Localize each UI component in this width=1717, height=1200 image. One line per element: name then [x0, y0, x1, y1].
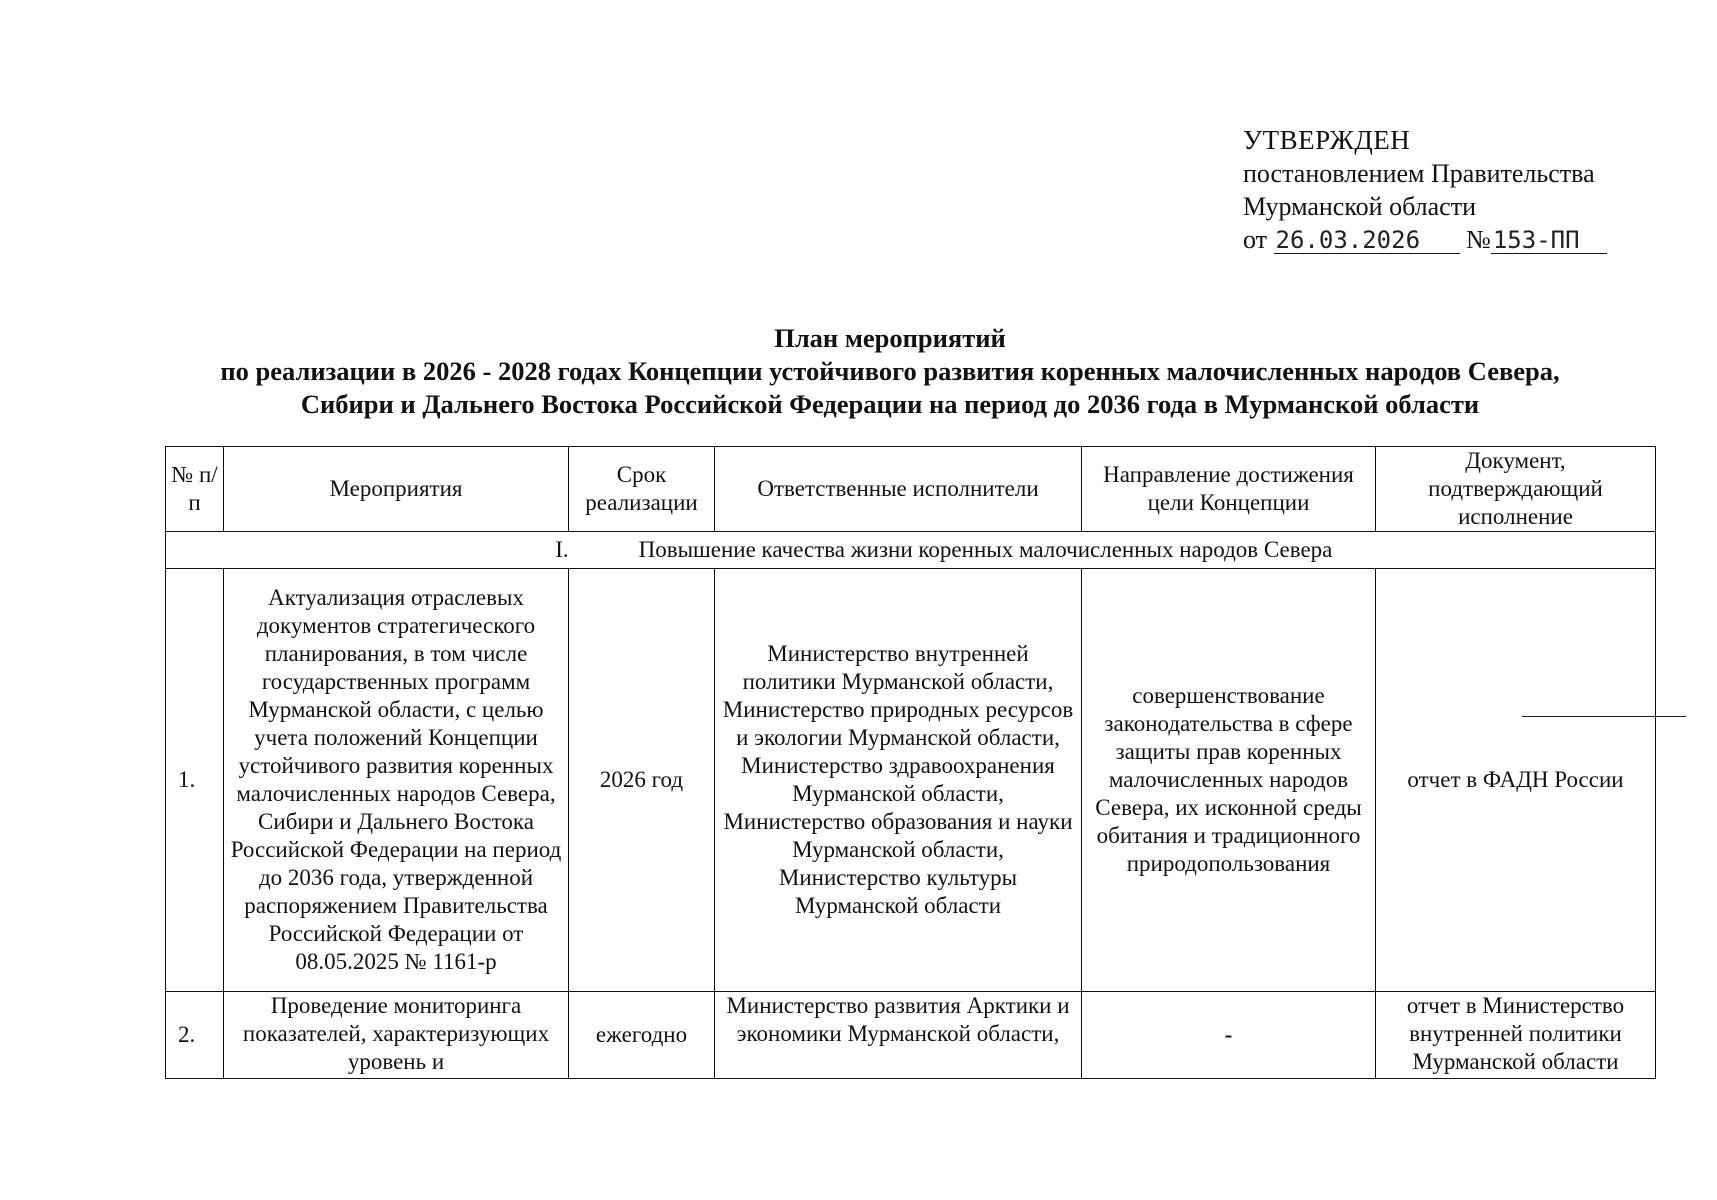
header-term: Срок реализации [569, 447, 715, 532]
row-num: 1. [166, 569, 224, 992]
table-header-row [166, 447, 1656, 532]
title-line-2: по реализации в 2026 - 2028 годах Концепции устойчивого развития коренных малочисленных народов Севера, [220, 356, 1560, 386]
table-row [166, 569, 1656, 992]
header-responsible: Ответственные исполнители [715, 447, 1082, 532]
header-direction: Направление достижения цели Концепции [1082, 447, 1376, 532]
approval-date: 26.03.2026 [1274, 227, 1460, 254]
number-prefix: № [1466, 225, 1491, 254]
header-activity: Мероприятия [224, 447, 569, 532]
row-activity: Проведение мониторинга показателей, характеризующих уровень и [224, 992, 569, 1079]
row-document: отчет в Министерство внутренней политики Мурманской области [1376, 992, 1656, 1079]
title-line-3: Сибири и Дальнего Востока Российской Федерации на период до 2036 года в Мурманской области [300, 389, 1480, 419]
document-title [140, 322, 1640, 421]
date-prefix: от [1243, 225, 1268, 254]
section-row [166, 532, 1656, 569]
approval-heading: УТВЕРЖДЕН [1243, 125, 1411, 155]
row-term: ежегодно [569, 992, 715, 1079]
section-number: I. [555, 537, 569, 562]
margin-line [1522, 716, 1686, 717]
row-num: 2. [166, 992, 224, 1079]
row-direction: - [1082, 992, 1376, 1079]
approval-date-line [1243, 223, 1607, 256]
section-title: Повышение качества жизни коренных малочисленных народов Севера [638, 537, 1333, 562]
table-row [166, 992, 1656, 1079]
approval-line-2: Мурманской области [1243, 192, 1476, 221]
row-term: 2026 год [569, 569, 715, 992]
plan-table [165, 446, 1656, 1079]
approval-stamp [1243, 124, 1607, 256]
row-responsible: Министерство развития Арктики и экономики Мурманской области, [715, 992, 1082, 1079]
row-activity: Актуализация отраслевых документов стратегического планирования, в том числе государственных программ Мурманской области, с целью учета положений Концепции устойчивого развития коренных малочисленных народов Севера, Сибири и Дальнего Востока Российской Федерации на период до 2036 года, утвержденной распоряжением Правительства Российской Федерации от 08.05.2025 № 1161-р [224, 569, 569, 992]
title-line-1: План мероприятий [774, 323, 1006, 353]
section-cell [166, 532, 1656, 569]
header-num: № п/п [166, 447, 224, 532]
approval-line-1: постановлением Правительства [1243, 159, 1595, 188]
approval-number: 153-ПП [1491, 227, 1607, 254]
row-direction: совершенствование законодательства в сфере защиты прав коренных малочисленных народов Севера, их исконной среды обитания и традиционного природопользования [1082, 569, 1376, 992]
row-document: отчет в ФАДН России [1376, 569, 1656, 992]
row-responsible: Министерство внутренней политики Мурманской области, Министерство природных ресурсов и экологии Мурманской области, Министерство здравоохранения Мурманской области, Министерство образования и науки Мурманской области, Министерство культуры Мурманской области [715, 569, 1082, 992]
header-document: Документ, подтверждающий исполнение [1376, 447, 1656, 532]
